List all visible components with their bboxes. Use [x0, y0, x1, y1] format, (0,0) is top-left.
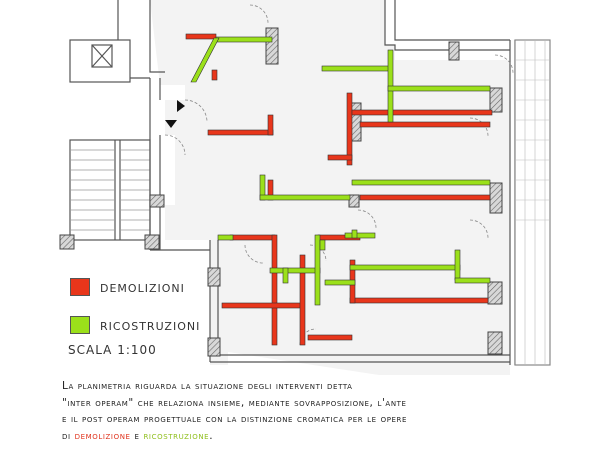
caption-line-2: "inter operam" che relaziona insieme, mediante sovrapposizione, l'ante: [62, 396, 407, 409]
caption: [62, 378, 592, 444]
caption-line-3: e il post operam progettuale con la distinzione cromatica per le opere: [62, 413, 408, 425]
scale-label: SCALA 1:100: [68, 343, 157, 357]
legend-label-demolition: DEMOLIZIONI: [100, 282, 185, 295]
legend-label-reconstruction: RICOSTRUZIONI: [100, 320, 201, 333]
caption-line-4-end: .: [209, 429, 214, 442]
caption-demolition-word: demolizione: [74, 429, 131, 442]
caption-line-1: La planimetria riguarda la situazione degli interventi detta: [62, 380, 353, 392]
caption-line-4-prefix: di: [62, 429, 75, 442]
legend-swatch-reconstruction: [70, 316, 90, 334]
caption-reconstruction-word: ricostruzione: [143, 429, 210, 442]
caption-line-4-mid: e: [130, 429, 144, 442]
caption-line-4: [62, 428, 592, 445]
legend-swatch-demolition: [70, 278, 90, 296]
